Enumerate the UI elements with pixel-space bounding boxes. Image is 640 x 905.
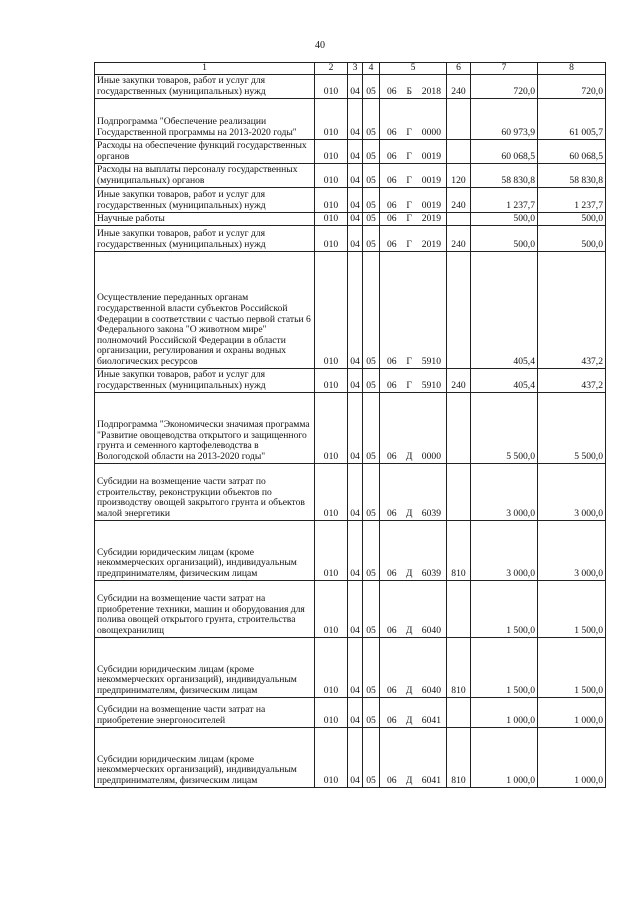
- csr-part: 5910: [421, 356, 441, 367]
- csr-cell: [380, 392, 447, 463]
- pr-cell: 05: [363, 520, 380, 580]
- table-row: [95, 225, 606, 251]
- pr-cell: 05: [363, 580, 380, 637]
- grbs-cell: 010: [315, 212, 348, 225]
- rz-cell: 04: [348, 251, 363, 368]
- amount-2014-cell: 405,4: [471, 251, 538, 368]
- amount-2015-cell: 1 000,0: [538, 697, 606, 727]
- csr-part: 06: [387, 200, 397, 211]
- csr-part: Д: [405, 685, 413, 696]
- grbs-cell: 010: [315, 463, 348, 520]
- header-cell: 8: [538, 63, 606, 75]
- csr-part: 06: [387, 380, 397, 391]
- rz-cell: 04: [348, 637, 363, 697]
- item-name-cell: Осуществление переданных органам государственной власти субъектов Российской Федерации в соответствии с частью первой статьи 6 Федерального закона "О животном мире" полномочий Российской Федерации в области организации, регулирования и охраны водных биологических ресурсов: [95, 251, 315, 368]
- vr-cell: 240: [447, 187, 471, 212]
- csr-part: 06: [387, 568, 397, 579]
- rz-cell: 04: [348, 187, 363, 212]
- table-row: [95, 580, 606, 637]
- item-name-cell: Расходы на выплаты персоналу государственных (муниципальных) органов: [95, 163, 315, 187]
- amount-2014-cell: 720,0: [471, 74, 538, 98]
- item-name-cell: Иные закупки товаров, работ и услуг для государственных (муниципальных) нужд: [95, 225, 315, 251]
- csr-cell: [380, 697, 447, 727]
- csr-cell: [380, 368, 447, 392]
- csr-part: 06: [387, 239, 397, 250]
- csr-part: 06: [387, 151, 397, 162]
- csr-cell: [380, 212, 447, 225]
- amount-2015-cell: 437,2: [538, 251, 606, 368]
- rz-cell: 04: [348, 520, 363, 580]
- rz-cell: 04: [348, 212, 363, 225]
- vr-cell: [447, 139, 471, 163]
- page-number: 40: [315, 40, 325, 51]
- item-name-cell: Подпрограмма "Экономически значимая программа "Развитие овощеводства открытого и защищенного грунта и семенного картофелеводства в Вологодской области на 2013-2020 годы": [95, 392, 315, 463]
- vr-cell: 240: [447, 368, 471, 392]
- csr-part: Г: [406, 200, 412, 211]
- csr-part: 06: [387, 685, 397, 696]
- amount-2015-cell: 500,0: [538, 225, 606, 251]
- vr-cell: [447, 212, 471, 225]
- amount-2015-cell: 1 237,7: [538, 187, 606, 212]
- rz-cell: 04: [348, 463, 363, 520]
- csr-part: 6040: [421, 685, 441, 696]
- grbs-cell: 010: [315, 225, 348, 251]
- csr-part: 0000: [421, 127, 441, 138]
- table-row: [95, 251, 606, 368]
- rz-cell: 04: [348, 98, 363, 139]
- vr-cell: 810: [447, 637, 471, 697]
- csr-cell: [380, 74, 447, 98]
- csr-part: 6039: [421, 568, 441, 579]
- pr-cell: 05: [363, 98, 380, 139]
- amount-2014-cell: 60 068,5: [471, 139, 538, 163]
- amount-2015-cell: 500,0: [538, 212, 606, 225]
- csr-cell: [380, 187, 447, 212]
- amount-2014-cell: 3 000,0: [471, 463, 538, 520]
- grbs-cell: 010: [315, 368, 348, 392]
- csr-part: 06: [387, 213, 397, 224]
- csr-cell: [380, 463, 447, 520]
- pr-cell: 05: [363, 251, 380, 368]
- csr-part: Г: [406, 380, 412, 391]
- header-row: [95, 63, 606, 75]
- csr-part: 06: [387, 86, 397, 97]
- item-name-cell: Иные закупки товаров, работ и услуг для государственных (муниципальных) нужд: [95, 187, 315, 212]
- csr-part: 06: [387, 715, 397, 726]
- csr-part: Д: [405, 715, 413, 726]
- vr-cell: 240: [447, 225, 471, 251]
- table-row: [95, 163, 606, 187]
- csr-cell: [380, 580, 447, 637]
- table-row: [95, 139, 606, 163]
- csr-part: Г: [406, 175, 412, 186]
- grbs-cell: 010: [315, 74, 348, 98]
- budget-table: [94, 62, 606, 788]
- pr-cell: 05: [363, 139, 380, 163]
- table-row: [95, 463, 606, 520]
- vr-cell: [447, 463, 471, 520]
- rz-cell: 04: [348, 392, 363, 463]
- item-name-cell: Субсидии юридическим лицам (кроме некоммерческих организаций), индивидуальным предпринимателям, физическим лицам: [95, 637, 315, 697]
- amount-2015-cell: 60 068,5: [538, 139, 606, 163]
- amount-2015-cell: 3 000,0: [538, 463, 606, 520]
- rz-cell: 04: [348, 580, 363, 637]
- csr-part: 2019: [421, 239, 441, 250]
- csr-part: Д: [405, 625, 413, 636]
- vr-cell: 810: [447, 727, 471, 787]
- header-cell: 2: [315, 63, 348, 75]
- grbs-cell: 010: [315, 637, 348, 697]
- csr-cell: [380, 98, 447, 139]
- amount-2015-cell: 1 000,0: [538, 727, 606, 787]
- csr-part: 0019: [421, 151, 441, 162]
- rz-cell: 04: [348, 697, 363, 727]
- pr-cell: 05: [363, 637, 380, 697]
- csr-part: 06: [387, 508, 397, 519]
- amount-2015-cell: 437,2: [538, 368, 606, 392]
- csr-part: Г: [406, 356, 412, 367]
- vr-cell: [447, 392, 471, 463]
- table-row: [95, 187, 606, 212]
- csr-part: Б: [406, 86, 412, 97]
- csr-part: Г: [406, 127, 412, 138]
- amount-2015-cell: 720,0: [538, 74, 606, 98]
- amount-2015-cell: 5 500,0: [538, 392, 606, 463]
- csr-part: Д: [405, 451, 413, 462]
- amount-2015-cell: 61 005,7: [538, 98, 606, 139]
- grbs-cell: 010: [315, 139, 348, 163]
- table-row: [95, 697, 606, 727]
- csr-part: 06: [387, 356, 397, 367]
- item-name-cell: Расходы на обеспечение функций государственных органов: [95, 139, 315, 163]
- csr-cell: [380, 637, 447, 697]
- csr-part: Д: [405, 508, 413, 519]
- vr-cell: 810: [447, 520, 471, 580]
- csr-cell: [380, 225, 447, 251]
- csr-part: 0019: [421, 175, 441, 186]
- pr-cell: 05: [363, 463, 380, 520]
- vr-cell: [447, 98, 471, 139]
- pr-cell: 05: [363, 727, 380, 787]
- grbs-cell: 010: [315, 163, 348, 187]
- csr-part: 06: [387, 451, 397, 462]
- header-cell: 6: [447, 63, 471, 75]
- item-name-cell: Субсидии на возмещение части затрат на приобретение энергоносителей: [95, 697, 315, 727]
- table-row: [95, 212, 606, 225]
- item-name-cell: Иные закупки товаров, работ и услуг для государственных (муниципальных) нужд: [95, 368, 315, 392]
- rz-cell: 04: [348, 163, 363, 187]
- grbs-cell: 010: [315, 187, 348, 212]
- pr-cell: 05: [363, 697, 380, 727]
- csr-part: 6041: [421, 775, 441, 786]
- csr-part: 6041: [421, 715, 441, 726]
- table-row: [95, 368, 606, 392]
- csr-part: 6040: [421, 625, 441, 636]
- pr-cell: 05: [363, 368, 380, 392]
- grbs-cell: 010: [315, 580, 348, 637]
- header-cell: 7: [471, 63, 538, 75]
- csr-part: 0000: [421, 451, 441, 462]
- rz-cell: 04: [348, 74, 363, 98]
- csr-part: 06: [387, 175, 397, 186]
- csr-part: Д: [405, 775, 413, 786]
- csr-part: 06: [387, 625, 397, 636]
- csr-cell: [380, 163, 447, 187]
- grbs-cell: 010: [315, 727, 348, 787]
- amount-2014-cell: 405,4: [471, 368, 538, 392]
- table-row: [95, 392, 606, 463]
- csr-part: 6039: [421, 508, 441, 519]
- csr-part: Г: [406, 151, 412, 162]
- header-cell: 5: [380, 63, 447, 75]
- pr-cell: 05: [363, 163, 380, 187]
- vr-cell: [447, 251, 471, 368]
- pr-cell: 05: [363, 392, 380, 463]
- amount-2014-cell: 3 000,0: [471, 520, 538, 580]
- csr-cell: [380, 139, 447, 163]
- item-name-cell: Субсидии юридическим лицам (кроме некоммерческих организаций), индивидуальным предпринимателям, физическим лицам: [95, 727, 315, 787]
- amount-2014-cell: 60 973,9: [471, 98, 538, 139]
- vr-cell: [447, 580, 471, 637]
- vr-cell: 120: [447, 163, 471, 187]
- amount-2014-cell: 1 237,7: [471, 187, 538, 212]
- amount-2014-cell: 1 500,0: [471, 637, 538, 697]
- amount-2015-cell: 1 500,0: [538, 580, 606, 637]
- header-cell: 4: [363, 63, 380, 75]
- csr-part: Г: [406, 239, 412, 250]
- table-row: [95, 74, 606, 98]
- item-name-cell: Субсидии на возмещение части затрат на приобретение техники, машин и оборудования для полива овощей открытого грунта, строительства овощехранилищ: [95, 580, 315, 637]
- amount-2014-cell: 1 000,0: [471, 697, 538, 727]
- rz-cell: 04: [348, 225, 363, 251]
- csr-part: Г: [406, 213, 412, 224]
- csr-cell: [380, 251, 447, 368]
- csr-part: 5910: [421, 380, 441, 391]
- table-row: [95, 98, 606, 139]
- grbs-cell: 010: [315, 98, 348, 139]
- amount-2014-cell: 58 830,8: [471, 163, 538, 187]
- csr-part: 2018: [421, 86, 441, 97]
- pr-cell: 05: [363, 74, 380, 98]
- csr-cell: [380, 727, 447, 787]
- csr-part: 2019: [421, 213, 441, 224]
- vr-cell: [447, 697, 471, 727]
- item-name-cell: Научные работы: [95, 212, 315, 225]
- grbs-cell: 010: [315, 697, 348, 727]
- amount-2015-cell: 3 000,0: [538, 520, 606, 580]
- pr-cell: 05: [363, 225, 380, 251]
- item-name-cell: Субсидии юридическим лицам (кроме некоммерческих организаций), индивидуальным предпринимателям, физическим лицам: [95, 520, 315, 580]
- csr-part: 0019: [421, 200, 441, 211]
- amount-2014-cell: 1 000,0: [471, 727, 538, 787]
- csr-part: 06: [387, 775, 397, 786]
- amount-2014-cell: 5 500,0: [471, 392, 538, 463]
- amount-2014-cell: 500,0: [471, 225, 538, 251]
- item-name-cell: Субсидии на возмещение части затрат по строительству, реконструкции объектов по производству овощей закрытого грунта и объектов малой энергетики: [95, 463, 315, 520]
- csr-part: Д: [405, 568, 413, 579]
- table-row: [95, 520, 606, 580]
- table-row: [95, 637, 606, 697]
- grbs-cell: 010: [315, 520, 348, 580]
- header-cell: 3: [348, 63, 363, 75]
- csr-cell: [380, 520, 447, 580]
- amount-2015-cell: 1 500,0: [538, 637, 606, 697]
- csr-part: 06: [387, 127, 397, 138]
- item-name-cell: Подпрограмма "Обеспечение реализации Государственной программы на 2013-2020 годы": [95, 98, 315, 139]
- vr-cell: 240: [447, 74, 471, 98]
- rz-cell: 04: [348, 368, 363, 392]
- pr-cell: 05: [363, 187, 380, 212]
- pr-cell: 05: [363, 212, 380, 225]
- grbs-cell: 010: [315, 251, 348, 368]
- header-cell: 1: [95, 63, 315, 75]
- table-row: [95, 727, 606, 787]
- rz-cell: 04: [348, 139, 363, 163]
- rz-cell: 04: [348, 727, 363, 787]
- item-name-cell: Иные закупки товаров, работ и услуг для государственных (муниципальных) нужд: [95, 74, 315, 98]
- amount-2014-cell: 1 500,0: [471, 580, 538, 637]
- amount-2015-cell: 58 830,8: [538, 163, 606, 187]
- amount-2014-cell: 500,0: [471, 212, 538, 225]
- grbs-cell: 010: [315, 392, 348, 463]
